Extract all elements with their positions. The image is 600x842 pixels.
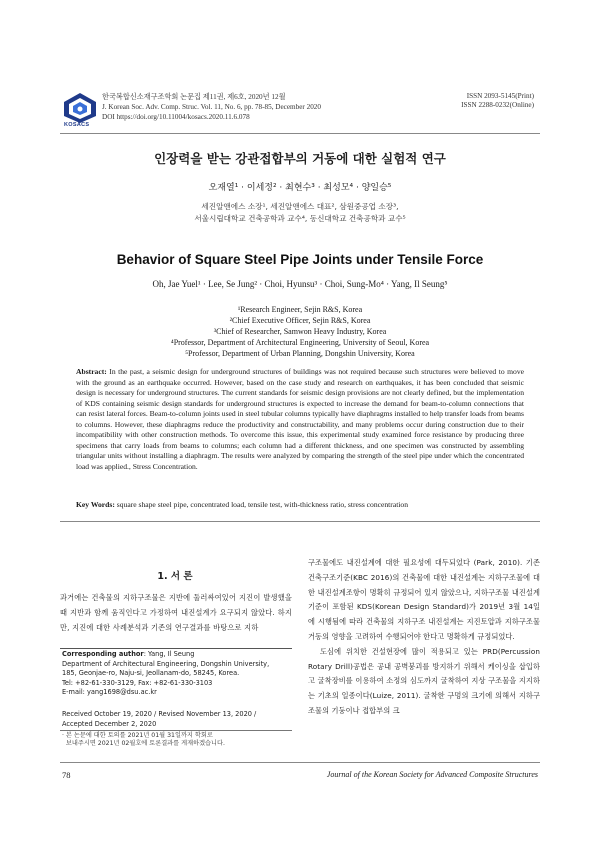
journal-name: Journal of the Korean Society for Advanced Composite Structures <box>326 770 538 779</box>
english-affiliation-line: ⁴Professor, Department of Architectural Engineering, University of Seoul, Korea <box>170 338 430 347</box>
korean-affiliation-line: 서울시립대학교 건축공학과 교수⁴, 동신대학교 건축공학과 교수⁵ <box>194 214 406 223</box>
english-affiliation-line: ¹Research Engineer, Sejin R&S, Korea <box>237 305 363 314</box>
korean-authors: 오재열¹ · 이세정² · 최현수³ · 최성모⁴ · 양일승⁵ <box>208 183 392 193</box>
english-affiliation-line: ⁵Professor, Department of Urban Planning, Dongshin University, Korea <box>185 349 415 358</box>
correspondence-email[interactable]: E-mail: yang1698@dsu.ac.kr <box>62 688 157 697</box>
english-affiliation-line: ³Chief of Researcher, Samwon Heavy Industry, Korea <box>213 327 387 336</box>
logo-text: KOSACS <box>64 122 90 128</box>
section-heading: 1. 서 론 <box>157 571 193 582</box>
note-divider <box>60 730 292 731</box>
discussion-note <box>62 732 294 749</box>
correspondence-line: Department of Architectural Engineering, Dongshin University, <box>62 659 270 668</box>
keywords-label: Key Words: <box>76 500 115 509</box>
english-authors: Oh, Jae Yuel¹ · Lee, Se Jung² · Choi, Hyunsu³ · Choi, Sung-Mo⁴ · Yang, Il Seung⁵ <box>152 279 448 289</box>
en-journal-line: J. Korean Soc. Adv. Comp. Struc. Vol. 11, No. 6, pp. 78-85, December 2020 <box>102 103 321 111</box>
note-line: · 본 논문에 대한 토의를 2021년 01월 31일까지 학회로 <box>62 732 213 739</box>
note-line: 보내주시면 2021년 02월호에 토론결과를 게재하겠습니다. <box>62 740 225 748</box>
issn-online: ISSN 2288-0232(Online) <box>461 101 534 109</box>
abstract-label: Abstract: <box>76 367 107 376</box>
doi-link[interactable]: DOI https://doi.org/10.11004/kosacs.2020.11.6.078 <box>102 113 250 121</box>
correspondence-block <box>62 650 294 698</box>
intro-right-paragraph: 구조물에도 내진설계에 대한 필요성에 대두되었다 (Park, 2010). 기존 건축구조기준(KBC 2016)의 건축물에 대한 내진설계는 지하구조물에 대한 내진설계조항이 명확히 규정되어 있지 않았으나, 지하구조물 내진설계 기준이 포함된 KDS(Korean Design Standard)가 2019년 3월 14일에 시행됨에 따라 건축물의 지하구조 내진설계는 지진토압과 지하구조물 거동의 영향을 고려하여 수행되어야 한다고 명확하게 규정되었다. <box>308 558 540 641</box>
corresponding-label: Corresponding author <box>62 650 144 658</box>
footer-divider <box>60 762 540 763</box>
abstract <box>76 367 524 472</box>
received-line: Accepted December 2, 2020 <box>62 719 157 728</box>
corresponding-name: : Yang, Il Seung <box>143 650 195 658</box>
issn-print: ISSN 2093-5145(Print) <box>466 92 534 100</box>
kr-journal-line: 한국복합신소재구조학회 논문집 제11권, 제6호, 2020년 12월 <box>102 93 286 101</box>
keywords <box>76 500 524 511</box>
english-title: Behavior of Square Steel Pipe Joints under Tensile Force <box>116 252 484 267</box>
intro-left-paragraph: 과거에는 건축물의 지하구조물은 지반에 둘러싸여있어 지진이 발생했을 때 지반과 함께 움직인다고 가정하여 내진설계가 요구되지 않았다. 하지만, 지진에 대한 사례분석과 기존의 연구결과를 바탕으로 지하 <box>60 593 292 632</box>
keywords-text: square shape steel pipe, concentrated load, tensile test, with-thickness ratio, stress concentration <box>116 500 409 509</box>
abstract-text: In the past, a seismic design for underground structures of buildings was not required because such structures were believed to move with the ground as an earthquake occurred. However, based on the case study and research on earthquakes, it has been concluded that seismic design is necessary for underground structures. The current standards for seismic design provisions are not clearly defined, but the implementation of KDS containing seismic design standards for underground structures is expected to increase the demand for beam-to-column connections that can resist lateral forces. Beam-to-column joints used in steel tubular columns typically have diaphragms installed to help transfer loads from beams to columns. However, these diaphragms reduce the productivity and constructability, and many problems occur during construction due to their incompatibility with other construction methods. To overcome this issue, this experimental study examined force resistance by producing three specimens that carry loads from beams to columns; each column had a different thickness, and one specimen was constructed by assembling triangular units without installing a diaphragm. The results were analyzed by comparing the strength of the steel pipe under which the concentrated load was applied., Stress Concentration. <box>76 367 524 471</box>
kosacs-logo <box>62 92 98 124</box>
correspondence-line: 185, Geonjae-ro, Naju-si, Jeollanam-do, 58245, Korea. <box>62 669 240 678</box>
english-affiliation-line: ²Chief Executive Officer, Sejin R&S, Korea <box>229 316 371 325</box>
korean-affiliation-line: 세진알앤에스 소장¹, 세진알앤에스 대표², 삼원중공업 소장³, <box>201 202 399 211</box>
korean-title: 인장력을 받는 강관접합부의 거동에 대한 실험적 연구 <box>154 151 446 166</box>
intro-right-column <box>308 556 540 719</box>
intro-right-paragraph: 도심에 위치한 건설현장에 많이 적용되고 있는 PRD(Percussion Rotary Drill)공법은 공내 공벽붕괴를 방지하기 위해서 케이싱을 삽입하고 굴착장비를 이용하여 소정의 심도까지 굴착하여 지상 구조물을 지지하는 기초의 일종이다(Luize, 2011). 굴착한 구멍의 크기에 의해서 지하구조물의 기둥이나 접합부의 크 <box>308 646 540 715</box>
received-dates <box>62 710 294 729</box>
page-number: 78 <box>62 770 71 780</box>
correspondence-divider <box>60 648 292 649</box>
correspondence-line: Tel: +82-61-330-3129, Fax: +82-61-330-3103 <box>62 678 213 687</box>
received-line: Received October 19, 2020 / Revised November 13, 2020 / <box>62 710 257 718</box>
abstract-divider <box>60 521 540 522</box>
header-divider <box>60 133 540 134</box>
